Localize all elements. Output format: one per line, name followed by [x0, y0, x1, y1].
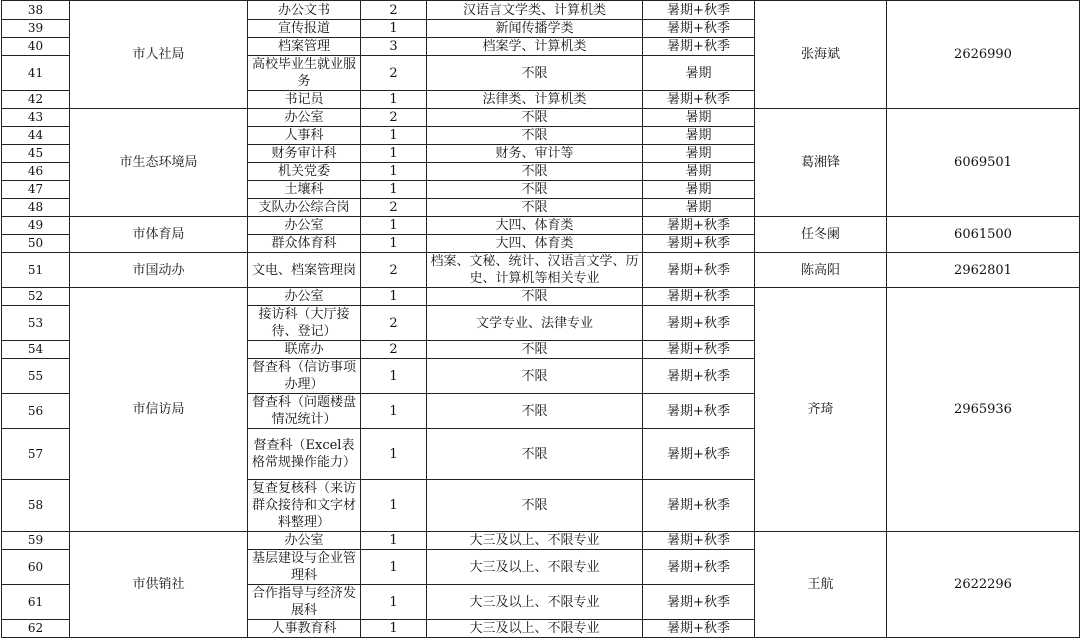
major-cell: 不限 — [427, 109, 643, 127]
major-cell: 大三及以上、不限专业 — [427, 532, 643, 550]
count-cell: 1 — [361, 235, 427, 253]
post-cell: 办公室 — [248, 217, 361, 235]
post-cell: 复查复核科（来访群众接待和文字材料整理） — [248, 480, 361, 532]
row-number: 46 — [2, 163, 70, 181]
major-cell: 不限 — [427, 341, 643, 359]
row-number: 39 — [2, 20, 70, 38]
count-cell: 1 — [361, 20, 427, 38]
post-cell: 机关党委 — [248, 163, 361, 181]
major-cell: 不限 — [427, 181, 643, 199]
count-cell: 1 — [361, 288, 427, 306]
period-cell: 暑期 — [643, 181, 755, 199]
post-cell: 办公室 — [248, 532, 361, 550]
row-number: 51 — [2, 253, 70, 288]
post-cell: 督查科（问题楼盘情况统计） — [248, 394, 361, 429]
row-number: 45 — [2, 145, 70, 163]
post-cell: 基层建设与企业管理科 — [248, 550, 361, 585]
row-number: 43 — [2, 109, 70, 127]
period-cell: 暑期+秋季 — [643, 306, 755, 341]
period-cell: 暑期+秋季 — [643, 394, 755, 429]
contact-cell: 任冬阑 — [755, 217, 887, 253]
major-cell: 不限 — [427, 429, 643, 480]
period-cell: 暑期 — [643, 56, 755, 91]
post-cell: 接访科（大厅接待、登记） — [248, 306, 361, 341]
table-row — [2, 253, 1080, 288]
post-cell: 办公室 — [248, 288, 361, 306]
row-number: 56 — [2, 394, 70, 429]
post-cell: 财务审计科 — [248, 145, 361, 163]
row-number: 52 — [2, 288, 70, 306]
contact-cell: 王航 — [755, 532, 887, 638]
row-number: 41 — [2, 56, 70, 91]
period-cell: 暑期+秋季 — [643, 620, 755, 638]
count-cell: 3 — [361, 38, 427, 56]
post-cell: 督查科（Excel表格常规操作能力） — [248, 429, 361, 480]
row-number: 42 — [2, 91, 70, 109]
phone-cell: 6061500 — [887, 217, 1080, 253]
period-cell: 暑期+秋季 — [643, 217, 755, 235]
period-cell: 暑期 — [643, 163, 755, 181]
major-cell: 大四、体育类 — [427, 235, 643, 253]
period-cell: 暑期 — [643, 145, 755, 163]
post-cell: 书记员 — [248, 91, 361, 109]
count-cell: 2 — [361, 253, 427, 288]
major-cell: 不限 — [427, 359, 643, 394]
count-cell: 1 — [361, 359, 427, 394]
major-cell: 不限 — [427, 394, 643, 429]
row-number: 61 — [2, 585, 70, 620]
row-number: 57 — [2, 429, 70, 480]
post-cell: 办公文书 — [248, 1, 361, 20]
row-number: 38 — [2, 1, 70, 20]
department-cell: 市体育局 — [70, 217, 248, 253]
table-row — [2, 217, 1080, 235]
post-cell: 宣传报道 — [248, 20, 361, 38]
period-cell: 暑期+秋季 — [643, 288, 755, 306]
row-number: 55 — [2, 359, 70, 394]
period-cell: 暑期+秋季 — [643, 532, 755, 550]
row-number: 58 — [2, 480, 70, 532]
count-cell: 1 — [361, 620, 427, 638]
department-cell: 市供销社 — [70, 532, 248, 638]
post-cell: 督查科（信访事项办理） — [248, 359, 361, 394]
row-number: 48 — [2, 199, 70, 217]
row-number: 40 — [2, 38, 70, 56]
count-cell: 1 — [361, 127, 427, 145]
row-number: 47 — [2, 181, 70, 199]
count-cell: 1 — [361, 181, 427, 199]
count-cell: 1 — [361, 550, 427, 585]
department-cell: 市信访局 — [70, 288, 248, 532]
major-cell: 法律类、计算机类 — [427, 91, 643, 109]
phone-cell: 2962801 — [887, 253, 1080, 288]
period-cell: 暑期+秋季 — [643, 429, 755, 480]
period-cell: 暑期+秋季 — [643, 91, 755, 109]
post-cell: 档案管理 — [248, 38, 361, 56]
table-row — [2, 109, 1080, 127]
major-cell: 大三及以上、不限专业 — [427, 550, 643, 585]
post-cell: 文电、档案管理岗 — [248, 253, 361, 288]
post-cell: 支队办公综合岗 — [248, 199, 361, 217]
department-cell: 市国动办 — [70, 253, 248, 288]
post-cell: 群众体育科 — [248, 235, 361, 253]
count-cell: 2 — [361, 199, 427, 217]
period-cell: 暑期+秋季 — [643, 359, 755, 394]
count-cell: 2 — [361, 306, 427, 341]
post-cell: 高校毕业生就业服务 — [248, 56, 361, 91]
major-cell: 不限 — [427, 199, 643, 217]
post-cell: 土壤科 — [248, 181, 361, 199]
department-cell: 市生态环境局 — [70, 109, 248, 217]
post-cell: 合作指导与经济发展科 — [248, 585, 361, 620]
row-number: 59 — [2, 532, 70, 550]
major-cell: 大三及以上、不限专业 — [427, 585, 643, 620]
period-cell: 暑期 — [643, 127, 755, 145]
row-number: 50 — [2, 235, 70, 253]
period-cell: 暑期+秋季 — [643, 38, 755, 56]
contact-cell: 齐琦 — [755, 288, 887, 532]
phone-cell: 2626990 — [887, 1, 1080, 109]
row-number: 62 — [2, 620, 70, 638]
table-row — [2, 1, 1080, 20]
post-cell: 人事科 — [248, 127, 361, 145]
row-number: 53 — [2, 306, 70, 341]
period-cell: 暑期+秋季 — [643, 550, 755, 585]
row-number: 54 — [2, 341, 70, 359]
count-cell: 1 — [361, 217, 427, 235]
period-cell: 暑期+秋季 — [643, 480, 755, 532]
count-cell: 2 — [361, 56, 427, 91]
row-number: 44 — [2, 127, 70, 145]
phone-cell: 6069501 — [887, 109, 1080, 217]
count-cell: 2 — [361, 1, 427, 20]
period-cell: 暑期+秋季 — [643, 1, 755, 20]
major-cell: 新闻传播学类 — [427, 20, 643, 38]
count-cell: 1 — [361, 163, 427, 181]
count-cell: 1 — [361, 480, 427, 532]
phone-cell: 2622296 — [887, 532, 1080, 638]
major-cell: 不限 — [427, 480, 643, 532]
contact-cell: 陈高阳 — [755, 253, 887, 288]
period-cell: 暑期+秋季 — [643, 253, 755, 288]
table-row — [2, 532, 1080, 550]
count-cell: 1 — [361, 585, 427, 620]
post-cell: 人事教育科 — [248, 620, 361, 638]
major-cell: 大三及以上、不限专业 — [427, 620, 643, 638]
major-cell: 档案、文秘、统计、汉语言文学、历史、计算机等相关专业 — [427, 253, 643, 288]
major-cell: 不限 — [427, 56, 643, 91]
period-cell: 暑期+秋季 — [643, 341, 755, 359]
period-cell: 暑期 — [643, 109, 755, 127]
major-cell: 财务、审计等 — [427, 145, 643, 163]
major-cell: 档案学、计算机类 — [427, 38, 643, 56]
major-cell: 不限 — [427, 127, 643, 145]
row-number: 60 — [2, 550, 70, 585]
contact-cell: 张海斌 — [755, 1, 887, 109]
count-cell: 1 — [361, 91, 427, 109]
count-cell: 2 — [361, 341, 427, 359]
count-cell: 1 — [361, 394, 427, 429]
contact-cell: 葛湘锋 — [755, 109, 887, 217]
count-cell: 1 — [361, 145, 427, 163]
department-cell: 市人社局 — [70, 1, 248, 109]
post-cell: 办公室 — [248, 109, 361, 127]
major-cell: 汉语言文学类、计算机类 — [427, 1, 643, 20]
row-number: 49 — [2, 217, 70, 235]
major-cell: 不限 — [427, 163, 643, 181]
count-cell: 1 — [361, 429, 427, 480]
period-cell: 暑期+秋季 — [643, 585, 755, 620]
period-cell: 暑期+秋季 — [643, 235, 755, 253]
count-cell: 2 — [361, 109, 427, 127]
phone-cell: 2965936 — [887, 288, 1080, 532]
major-cell: 文学专业、法律专业 — [427, 306, 643, 341]
table-row — [2, 288, 1080, 306]
major-cell: 大四、体育类 — [427, 217, 643, 235]
major-cell: 不限 — [427, 288, 643, 306]
period-cell: 暑期+秋季 — [643, 20, 755, 38]
count-cell: 1 — [361, 532, 427, 550]
post-cell: 联席办 — [248, 341, 361, 359]
internship-positions-table — [1, 0, 1080, 638]
period-cell: 暑期 — [643, 199, 755, 217]
